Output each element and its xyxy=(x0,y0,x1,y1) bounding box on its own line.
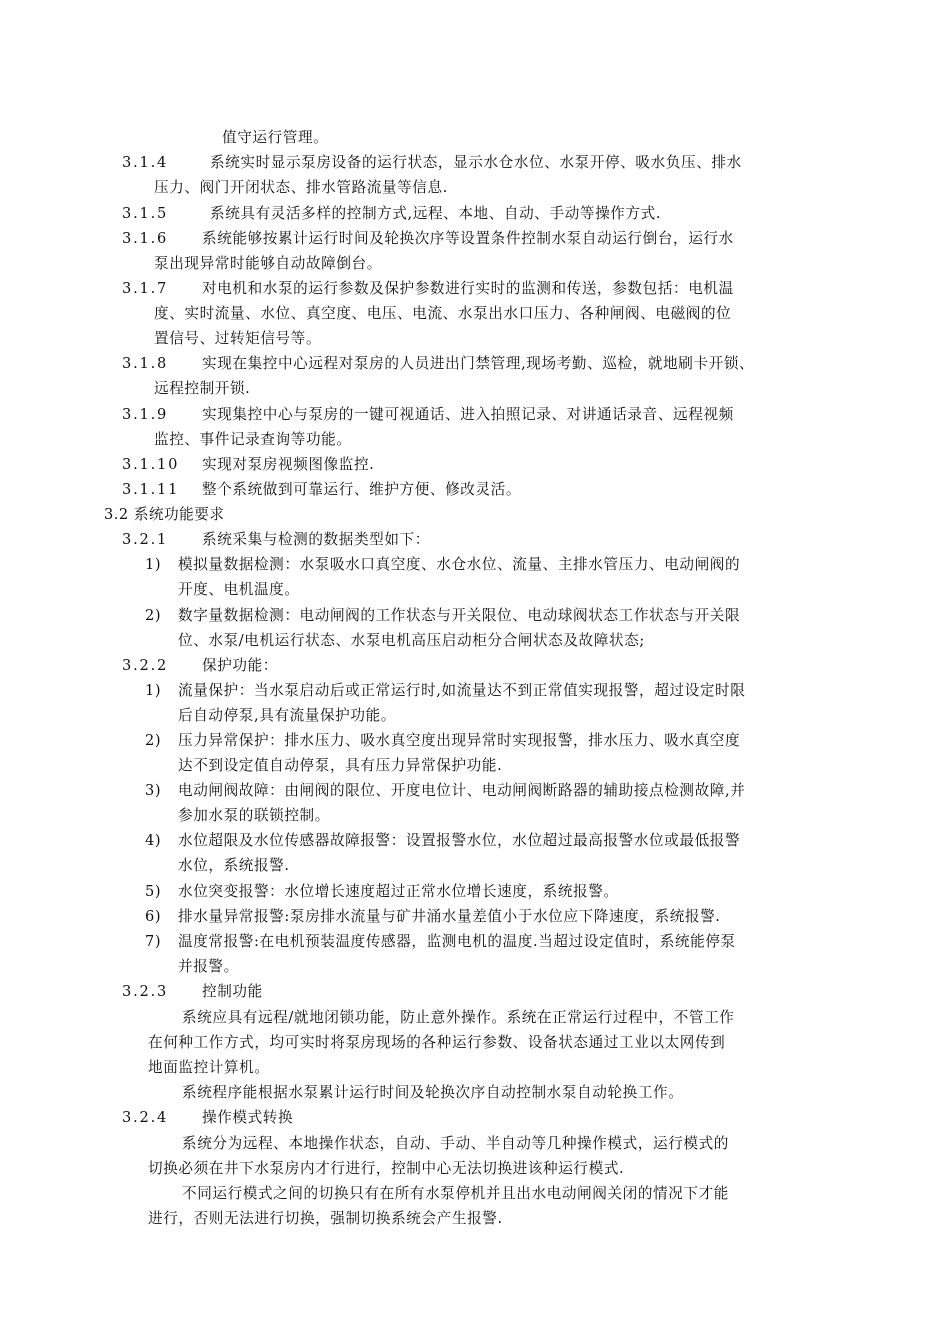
paragraph-line: 在何种工作方式，均可实时将泵房现场的各种运行参数、设备状态通过工业以太网传到 xyxy=(148,1034,726,1051)
list-item-line: 开度、电机温度。 xyxy=(178,581,300,598)
list-item-line: 排水量异常报警:泵房排水流量与矿井涌水量差值小于水位应下降速度，系统报警. xyxy=(178,908,721,925)
item-number: 3.1.11 xyxy=(122,481,180,498)
list-item-line: 并报警。 xyxy=(178,958,239,975)
subsection-title: 保护功能： xyxy=(202,657,278,674)
item-text-line: 系统具有灵活多样的控制方式,远程、本地、自动、手动等操作方式. xyxy=(210,205,662,222)
item-number: 3.1.8 xyxy=(122,355,169,372)
list-item-line: 后自动停泵,具有流量保护功能。 xyxy=(178,707,396,724)
paragraph-line: 系统应具有远程/就地闭锁功能，防止意外操作。系统在正常运行过程中，不管工作 xyxy=(182,1009,735,1026)
list-item-line: 数字量数据检测：电动闸阀的工作状态与开关限位、电动球阀状态工作状态与开关限 xyxy=(178,607,741,624)
item-number: 3.1.9 xyxy=(122,406,169,423)
subsection-title: 操作模式转换 xyxy=(202,1109,294,1126)
list-item-line: 压力异常保护：排水压力、吸水真空度出现异常时实现报警，排水压力、吸水真空度 xyxy=(178,732,741,749)
list-marker: 4) xyxy=(145,832,162,849)
list-marker: 1) xyxy=(145,682,162,699)
item-text-line: 实现在集控中心远程对泵房的人员进出门禁管理,现场考勤、巡检，就地刷卡开锁、 xyxy=(202,355,755,372)
item-number: 3.1.6 xyxy=(122,230,169,247)
list-marker: 1) xyxy=(145,556,162,573)
list-marker: 5) xyxy=(145,883,162,900)
subsection-title: 控制功能 xyxy=(202,983,263,1000)
list-item-line: 水位超限及水位传感器故障报警：设置报警水位，水位超过最高报警水位或最低报警 xyxy=(178,832,741,849)
item-number: 3.1.4 xyxy=(122,154,169,171)
item-text-line: 对电机和水泵的运行参数及保护参数进行实时的监测和传送，参数包括：电机温 xyxy=(202,280,734,297)
item-text-line: 系统实时显示泵房设备的运行状态，显示水仓水位、水泵开停、吸水负压、排水 xyxy=(210,154,742,171)
item-text-line: 度、实时流量、水位、真空度、电压、电流、水泵出水口压力、各种闸阀、电磁阀的位 xyxy=(154,305,732,322)
list-item-line: 流量保护：当水泵启动后或正常运行时,如流量达不到正常值实现报警，超过设定时限 xyxy=(178,682,746,699)
item-text-line: 压力、阀门开闭状态、排水管路流量等信息. xyxy=(154,179,448,196)
item-text-line: 实现对泵房视频图像监控. xyxy=(202,456,375,473)
list-marker: 2) xyxy=(145,732,162,749)
item-number: 3.1.7 xyxy=(122,280,169,297)
paragraph-line: 系统程序能根据水泵累计运行时间及轮换次序自动控制水泵自动轮换工作。 xyxy=(182,1084,684,1101)
list-item-line: 参加水泵的联锁控制。 xyxy=(178,807,330,824)
item-text-line: 整个系统做到可靠运行、维护方便、修改灵活。 xyxy=(202,481,522,498)
list-marker: 6) xyxy=(145,908,162,925)
list-marker: 2) xyxy=(145,607,162,624)
paragraph-line: 切换必须在井下水泵房内才行进行，控制中心无法切换进该种运行模式. xyxy=(148,1160,625,1177)
section-heading: 3.2 系统功能要求 xyxy=(104,506,225,523)
subsection-number: 3.2.3 xyxy=(122,983,169,1000)
subsection-number: 3.2.2 xyxy=(122,657,169,674)
list-item-line: 水位突变报警：水位增长速度超过正常水位增长速度，系统报警。 xyxy=(178,883,619,900)
subsection-title: 系统采集与检测的数据类型如下： xyxy=(202,531,430,548)
item-text-line: 置信号、过转矩信号等。 xyxy=(154,330,322,347)
paragraph-line: 进行，否则无法进行切换，强制切换系统会产生报警. xyxy=(148,1210,503,1227)
list-item-line: 模拟量数据检测：水泵吸水口真空度、水仓水位、流量、主排水管压力、电动闸阀的 xyxy=(178,556,741,573)
paragraph-line: 不同运行模式之间的切换只有在所有水泵停机并且出水电动闸阀关闭的情况下才能 xyxy=(182,1185,729,1202)
intro-line: 值守运行管理。 xyxy=(222,129,329,146)
item-text-line: 实现集控中心与泵房的一键可视通话、进入拍照记录、对讲通话录音、远程视频 xyxy=(202,406,734,423)
list-item-line: 电动闸阀故障：由闸阀的限位、开度电位计、电动闸阀断路器的辅助接点检测故障,并 xyxy=(178,782,746,799)
paragraph-line: 系统分为远程、本地操作状态，自动、手动、半自动等几种操作模式，运行模式的 xyxy=(182,1135,729,1152)
subsection-number: 3.2.1 xyxy=(122,531,169,548)
item-text-line: 远程控制开锁. xyxy=(154,380,251,397)
item-text-line: 泵出现异常时能够自动故障倒台。 xyxy=(154,255,382,272)
item-text-line: 监控、事件记录查询等功能。 xyxy=(154,431,352,448)
paragraph-line: 地面监控计算机。 xyxy=(148,1059,270,1076)
list-item-line: 位、水泵/电机运行状态、水泵电机高压启动柜分合闸状态及故障状态; xyxy=(178,632,645,649)
list-marker: 7) xyxy=(145,933,162,950)
list-item-line: 达不到设定值自动停泵，具有压力异常保护功能. xyxy=(178,757,503,774)
list-item-line: 温度常报警:在电机预装温度传感器，监测电机的温度.当超过设定值时，系统能停泵 xyxy=(178,933,736,950)
subsection-number: 3.2.4 xyxy=(122,1109,169,1126)
item-number: 3.1.10 xyxy=(122,456,180,473)
item-number: 3.1.5 xyxy=(122,205,169,222)
list-item-line: 水位，系统报警. xyxy=(178,857,290,874)
list-marker: 3) xyxy=(145,782,162,799)
item-text-line: 系统能够按累计运行时间及轮换次序等设置条件控制水泵自动运行倒台，运行水 xyxy=(202,230,734,247)
